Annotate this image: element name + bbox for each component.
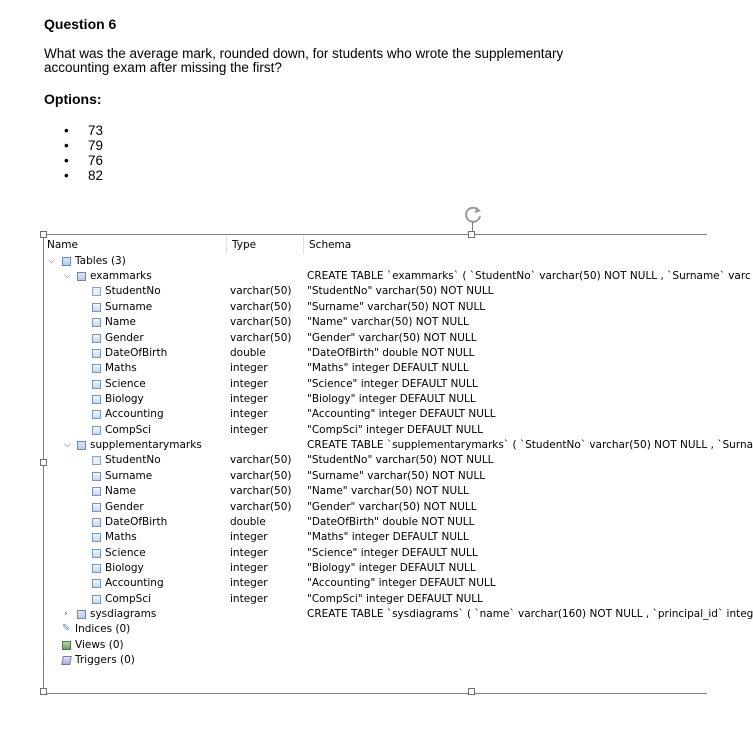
tree-row-table[interactable]: ⌵ exammarks CREATE TABLE `exammarks` ( `StudentNo` varchar(50) NOT NULL , `Surname` varc [64,270,751,282]
table-icon [77,272,86,281]
field-row[interactable]: Name varchar(50) "Name" varchar(50) NOT NULL [44,315,706,330]
indices-icon: ✎ [62,623,71,634]
field-icon [92,487,101,496]
chevron-down-icon[interactable]: ⌵ [64,440,71,450]
option-item: • 82 [64,168,104,183]
column-separator[interactable] [226,236,227,254]
field-row[interactable]: Maths integer "Maths" integer DEFAULT NULL [44,361,706,376]
column-separator[interactable] [303,236,304,254]
tables-icon [62,257,71,266]
resize-handle-bottom-center[interactable] [468,688,475,695]
tree-row-indices[interactable]: ✎ Indices (0) [62,623,131,635]
field-icon [92,426,101,435]
field-row[interactable]: DateOfBirth double "DateOfBirth" double NOT NULL [44,346,706,361]
question-text: What was the average mark, rounded down, for students who wrote the supplementary accounting exam after missing the first? [44,46,564,75]
chevron-down-icon[interactable]: ⌵ [64,271,71,281]
field-icon [92,318,101,327]
primary-key-field-icon [92,287,101,296]
field-row[interactable]: Gender varchar(50) "Gender" varchar(50) NOT NULL [44,331,706,346]
field-row[interactable]: CompSci integer "CompSci" integer DEFAULT NULL [44,592,706,607]
field-row[interactable]: Surname varchar(50) "Surname" varchar(50) NOT NULL [44,469,706,484]
field-row[interactable]: Accounting integer "Accounting" integer DEFAULT NULL [44,576,706,591]
resize-handle-bottom-left[interactable] [40,688,47,695]
field-icon [92,349,101,358]
field-icon [92,595,101,604]
field-row[interactable]: Accounting integer "Accounting" integer DEFAULT NULL [44,407,706,422]
field-row[interactable]: Science integer "Science" integer DEFAULT NULL [44,377,706,392]
field-row[interactable]: Maths integer "Maths" integer DEFAULT NULL [44,530,706,545]
bullet-icon: • [64,138,69,153]
options-title: Options: [44,91,102,107]
field-row[interactable]: StudentNo varchar(50) "StudentNo" varchar(50) NOT NULL [44,284,706,299]
tree-row-triggers[interactable]: Triggers (0) [44,653,706,668]
field-row[interactable]: Surname varchar(50) "Surname" varchar(50) NOT NULL [44,300,706,315]
field-icon [92,395,101,404]
field-icon [92,503,101,512]
field-row[interactable]: CompSci integer "CompSci" integer DEFAULT NULL [44,423,706,438]
field-icon [92,364,101,373]
tree-row-table[interactable]: ⌵ supplementarymarks CREATE TABLE `supplementarymarks` ( `StudentNo` varchar(50) NOT NULL , `Surna [64,439,753,451]
option-item: • 73 [64,123,104,138]
field-icon [92,334,101,343]
field-row[interactable]: StudentNo varchar(50) "StudentNo" varchar(50) NOT NULL [44,453,706,468]
bullet-icon: • [64,168,69,183]
tree-row-table[interactable]: › sysdiagrams CREATE TABLE `sysdiagrams` ( `name` varchar(160) NOT NULL , `principal_id` integ [64,608,753,620]
field-icon [92,410,101,419]
field-icon [92,518,101,527]
chevron-down-icon[interactable]: ⌵ [48,256,55,266]
field-row[interactable]: Biology integer "Biology" integer DEFAULT NULL [44,561,706,576]
options-list [64,123,103,183]
views-icon [62,641,71,650]
field-row[interactable]: Name varchar(50) "Name" varchar(50) NOT NULL [44,484,706,499]
rotate-handle-icon[interactable] [462,203,484,225]
chevron-right-icon[interactable]: › [64,609,68,619]
field-row[interactable]: DateOfBirth double "DateOfBirth" double NOT NULL [44,515,706,530]
field-icon [92,564,101,573]
option-item: • 79 [64,138,104,153]
question-title: Question 6 [44,16,117,32]
schema-tree [44,236,753,676]
column-header-schema[interactable]: Schema [309,239,352,251]
field-icon [92,472,101,481]
field-icon [92,579,101,588]
field-row[interactable]: Science integer "Science" integer DEFAULT NULL [44,546,706,561]
field-row[interactable]: Gender varchar(50) "Gender" varchar(50) NOT NULL [44,500,706,515]
table-icon [77,610,86,619]
field-icon [92,380,101,389]
primary-key-field-icon [92,456,101,465]
bullet-icon: • [64,123,69,138]
table-icon [77,441,86,450]
column-header-type[interactable]: Type [232,239,257,251]
triggers-icon [61,656,72,665]
tree-row-views[interactable]: Views (0) [44,638,706,653]
column-header-name[interactable]: Name [47,239,78,251]
field-icon [92,549,101,558]
field-icon [92,303,101,312]
bullet-icon: • [64,153,69,168]
field-row[interactable]: Biology integer "Biology" integer DEFAULT NULL [44,392,706,407]
field-icon [92,533,101,542]
tree-row-tables[interactable]: ⌵ Tables (3) [48,255,126,267]
option-item: • 76 [64,153,104,168]
